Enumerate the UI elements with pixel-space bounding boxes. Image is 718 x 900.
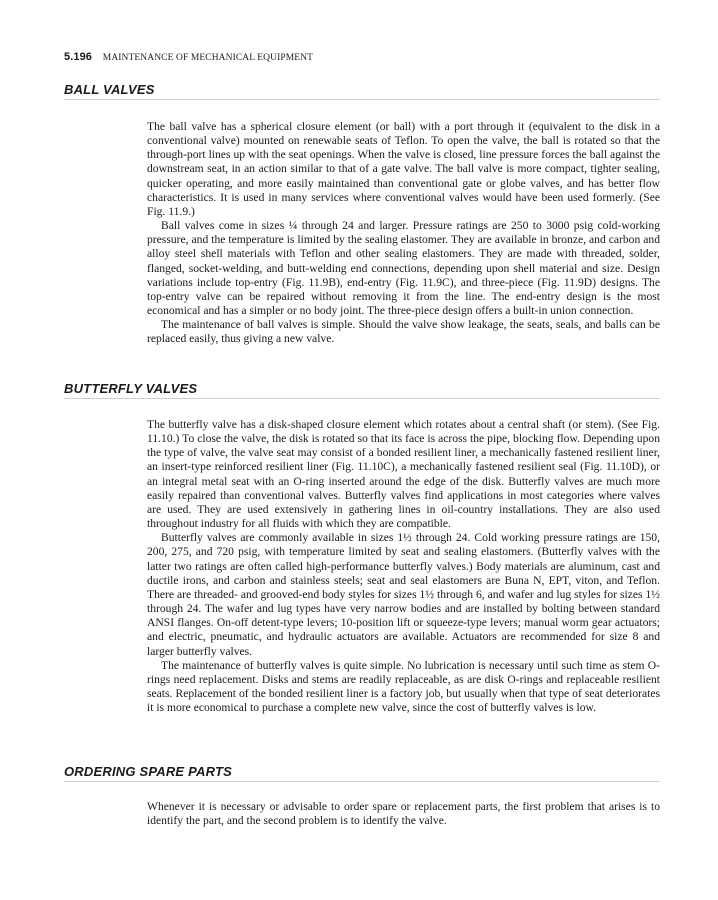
- page-number: 5.196: [64, 51, 93, 63]
- paragraph: Butterfly valves are commonly available in sizes 1½ through 24. Cold working pressure ratings are 150, 200, 275, and 720 psig, with temperature limited by seat and sealing elastomers. (Butterfly valves with the latter two ratings are often called high-performance butterfly valves.) Body materials are aluminum, cast and ductile irons, and carbon and stainless steels; seat and seal elastomers are Buna N, EPT, viton, and Teflon. There are threaded- and grooved-end body styles for sizes 1½ through 6, and wafer and lug styles for sizes 1½ through 24. The wafer and lug types have very narrow bodies and are installed by bolting between standard ANSI flanges. On-off detent-type levers; 10-position lift or squeeze-type levers; manual worm gear actuators; and electric, pneumatic, and hydraulic actuators are available. Actuators are recommended for size 8 and larger butterfly valves.: [147, 531, 660, 658]
- section-butterfly-valves: [64, 381, 660, 715]
- section-body: [147, 120, 660, 347]
- section-heading: BALL VALVES: [64, 82, 660, 100]
- section-heading: BUTTERFLY VALVES: [64, 381, 660, 399]
- paragraph: Whenever it is necessary or advisable to order spare or replacement parts, the first problem that arises is to identify the part, and the second problem is to identify the valve.: [147, 800, 660, 828]
- paragraph: Ball valves come in sizes ¼ through 24 and larger. Pressure ratings are 250 to 3000 psig cold-working pressure, and the temperature is limited by the sealing elastomer. They are available in bronze, and carbon and alloy steel shell materials with Teflon and other sealing elastomers. They are made with threaded, solder, flanged, socket-welding, and butt-welding end connections, depending upon shell material and size. Design variations include top-entry (Fig. 11.9B), end-entry (Fig. 11.9C), and three-piece (Fig. 11.9D) designs. The top-entry valve can be repaired without removing it from the line. The end-entry design is the most economical and has a simpler or no body joint. The three-piece design offers a built-in union connection.: [147, 219, 660, 318]
- section-body: [147, 800, 660, 828]
- running-head: [64, 51, 313, 63]
- running-title: MAINTENANCE OF MECHANICAL EQUIPMENT: [102, 53, 314, 63]
- paragraph: The butterfly valve has a disk-shaped closure element which rotates about a central shaft (or stem). (See Fig. 11.10.) To close the valve, the disk is rotated so that its face is across the pipe, blocking flow. Depending upon the type of valve, the valve seat may consist of a bonded resilient liner, a mechanically fastened resilient liner, an insert-type reinforced resilient liner (Fig. 11.10C), a mechanically fastened resilient seal (Fig. 11.10D), or an integral metal seat with an O-ring inserted around the edge of the disk. Butterfly valves are much more easily repaired than conventional valves. Butterfly valves find applications in most categories where valves are used. They are used extensively in gathering lines in oil-country installations. They are also used throughout industry for all fluids with which they are compatible.: [147, 418, 660, 531]
- section-heading: ORDERING SPARE PARTS: [64, 764, 660, 782]
- section-ball-valves: [64, 82, 660, 347]
- section-ordering-spare-parts: [64, 764, 660, 828]
- section-body: [147, 418, 660, 715]
- paragraph: The ball valve has a spherical closure element (or ball) with a port through it (equivalent to the disk in a conventional valve) mounted on renewable seats of Teflon. To open the valve, the ball is rotated so that the through-port lines up with the seat openings. When the valve is closed, line pressure forces the ball against the downstream seat, in an action similar to that of a gate valve. The ball valve is more compact, tighter sealing, quicker operating, and more easily maintained than conventional gate or globe valves, and has better flow characteristics. It is used in many services where conventional valves would have been used formerly. (See Fig. 11.9.): [147, 120, 660, 218]
- paragraph: The maintenance of butterfly valves is quite simple. No lubrication is necessary until such time as stem O-rings need replacement. Disks and stems are readily replaceable, as are disk O-rings and replaceable resilient seats. Replacement of the bonded resilient liner is a factory job, but usually when that type of seat deteriorates it is more economical to purchase a complete new valve, since the cost of butterfly valves is low.: [147, 658, 660, 715]
- paragraph: The maintenance of ball valves is simple. Should the valve show leakage, the seats, seals, and balls can be replaced easily, thus giving a new valve.: [147, 318, 660, 346]
